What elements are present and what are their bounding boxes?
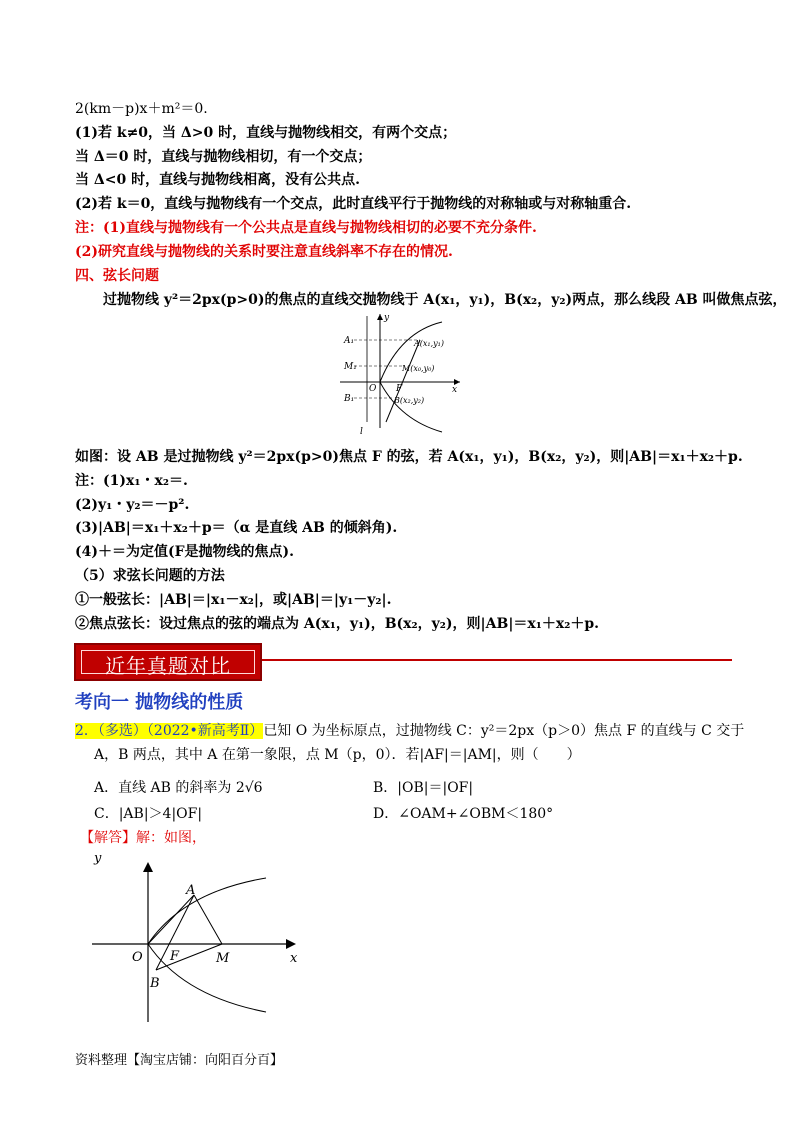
text-line: （5）求弦长问题的方法 (75, 568, 225, 584)
point-label: B₁ (344, 394, 355, 404)
text-line: (3)|AB|＝x₁＋x₂＋p＝（α 是直线 AB 的倾斜角). (75, 520, 398, 536)
origin-label: O (132, 950, 143, 965)
question-text: 已知 O 为坐标原点，过抛物线 C：y²＝2px（p＞0）焦点 F 的直线与 C 交于 (263, 723, 745, 739)
point-label: M (216, 951, 230, 966)
option-d: D．∠OAM+∠OBM＜180° (373, 806, 554, 822)
option-a: A．直线 AB 的斜率为 2√6 (94, 780, 263, 796)
note-line: 注：(1)直线与抛物线有一个公共点是直线与抛物线相切的必要不充分条件. (75, 220, 537, 236)
y-axis-arrow-icon (377, 314, 383, 320)
point-label: A₁ (344, 336, 355, 346)
focal-chord (386, 340, 420, 422)
section-banner (74, 643, 262, 681)
text-line: (2)y₁・y₂＝－p². (75, 497, 190, 513)
focus-label: F (170, 949, 180, 964)
parabola-curve (148, 878, 266, 1012)
text-line: 注：(1)x₁・x₂＝. (75, 473, 188, 489)
section-heading: 考向一 抛物线的性质 (75, 692, 244, 713)
text-line: 当 Δ＝0 时，直线与抛物线相切，有一个交点； (75, 149, 372, 165)
point-label: A(x₁,y₁) (414, 339, 445, 348)
question-tag: 2．（多选）（2022•新高考Ⅱ） (75, 723, 264, 739)
question-text: A，B 两点，其中 A 在第一象限，点 M（p，0）．若|AF|＝|AM|，则（ ） (94, 747, 581, 763)
question-stem (75, 722, 744, 740)
footer-text: 资料整理【淘宝店铺：向阳百分百】 (75, 1053, 284, 1068)
option-c: C．|AB|＞4|OF| (94, 806, 203, 822)
segment-oa (148, 895, 194, 944)
x-label: x (452, 385, 458, 395)
text-line: 2(km－p)x＋m²＝0. (75, 101, 208, 117)
text-line: (1)若 k≠0，当 Δ>0 时，直线与抛物线相交，有两个交点； (75, 125, 457, 141)
section-heading: 四、弦长问题 (75, 268, 159, 284)
origin-label: O (369, 384, 377, 394)
point-label: M(x₀,y₀) (402, 364, 435, 373)
y-label: y (94, 851, 102, 866)
text-line: 过抛物线 y²＝2px(p>0)的焦点的直线交抛物线于 A(x₁，y₁)，B(x₂，y₂)两点，那么线段 AB 叫做焦点弦， (103, 292, 787, 308)
point-label: B(x₂,y₂) (394, 396, 425, 405)
segment-am (194, 895, 222, 944)
text-line: (2)若 k＝0，直线与抛物线有一个交点，此时直线平行于抛物线的对称轴或与对称轴重合. (75, 196, 632, 212)
banner-title: 近年真题对比 (105, 654, 231, 678)
focus-label: F (396, 384, 403, 394)
note-line: (2)研究直线与抛物线的关系时要注意直线斜率不存在的情况. (75, 244, 453, 260)
directrix-label: l (360, 427, 363, 437)
text-line: ①一般弦长：|AB|＝|x₁－x₂|，或|AB|＝|y₁－y₂|. (75, 592, 392, 608)
y-label: y (384, 313, 390, 323)
point-label: M₁ (344, 362, 357, 372)
text-line: (4)＋＝为定值(F是抛物线的焦点). (75, 544, 295, 560)
x-label: x (290, 951, 298, 966)
text-line: 当 Δ<0 时，直线与抛物线相离，没有公共点. (75, 172, 360, 188)
x-axis-arrow-icon (286, 939, 296, 949)
divider (262, 659, 732, 661)
text-line: ②焦点弦长：设过焦点的弦的端点为 A(x₁，y₁)，B(x₂，y₂)，则|AB|＝x₁＋x₂＋p. (75, 616, 600, 632)
point-label: B (150, 976, 160, 991)
y-axis-arrow-icon (143, 862, 153, 872)
text-line: 如图：设 AB 是过抛物线 y²＝2px(p>0)焦点 F 的弦，若 A(x₁，y₁)，B(x₂，y₂)，则|AB|＝x₁＋x₂＋p. (75, 449, 743, 465)
focal-chord-figure (330, 310, 470, 442)
answer-label: 【解答】解：如图， (80, 830, 206, 846)
solution-figure (88, 850, 318, 1030)
segment-bm (156, 944, 222, 970)
point-label: A (186, 883, 196, 898)
option-b: B．|OB|＝|OF| (373, 780, 474, 796)
